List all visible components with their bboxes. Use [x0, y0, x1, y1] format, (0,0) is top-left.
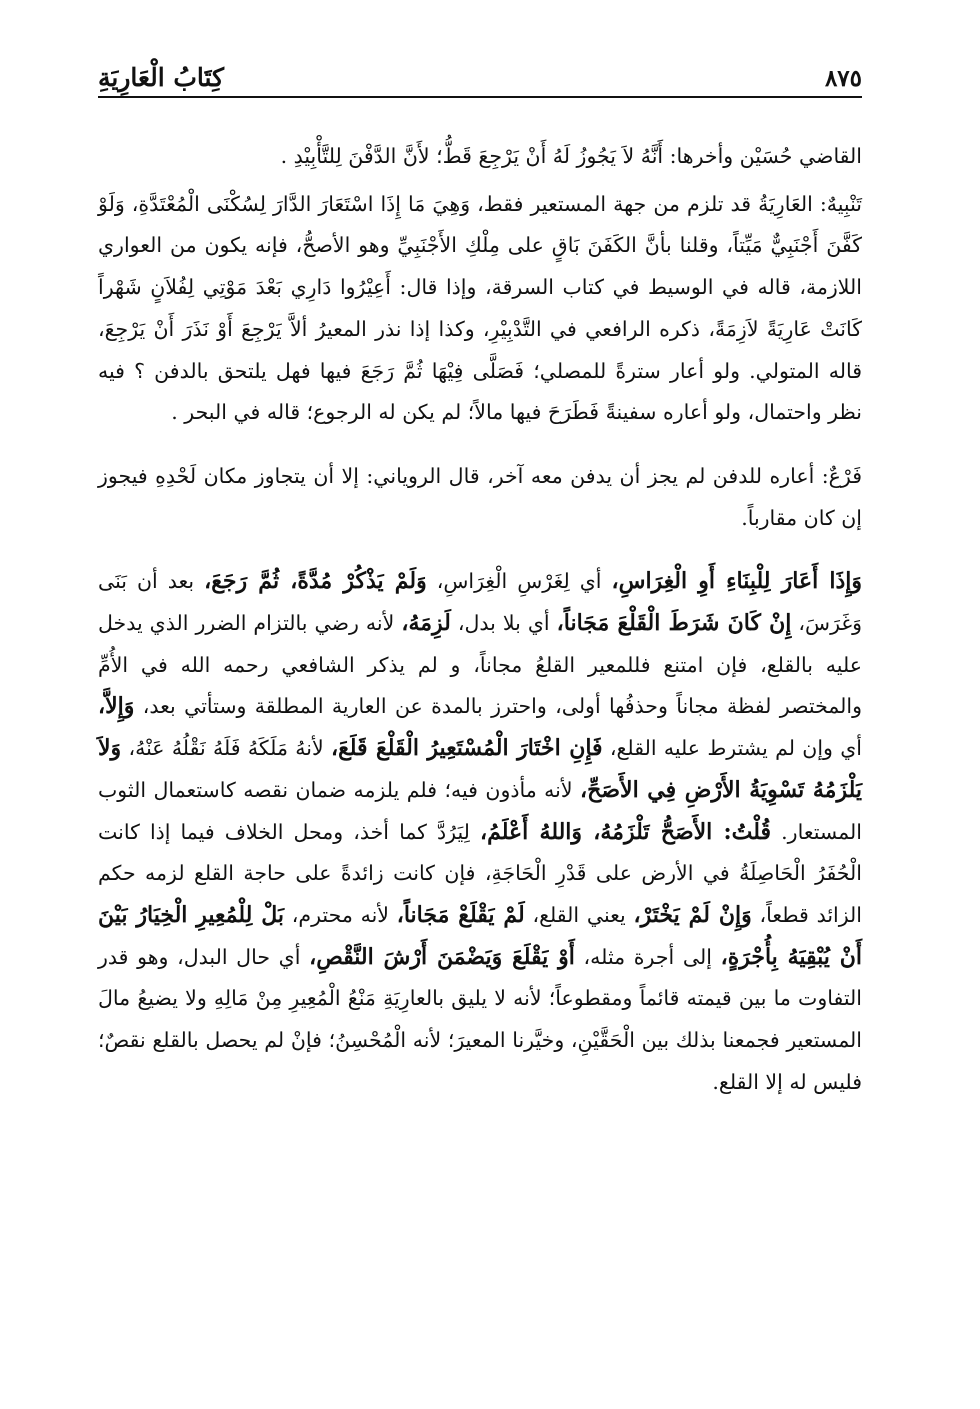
matn-segment: وَإِذَا أَعَارَ لِلْبِنَاءِ أَوِ الْغِرَاسِ، — [611, 568, 862, 595]
text-segment: القاضي حُسَيْن وأخرها: أَنَّهُ لاَ يَجُوزُ لَهُ أَنْ يَرْجِعَ قَطُّ؛ لأَنَّ الدَّفْنَ لِلتَّأْبِيْدِ . — [280, 144, 862, 168]
matn-segment: وَلَمْ يَذْكُرْ مُدَّةً، ثُمَّ رَجَعَ، — [204, 568, 427, 595]
sharh-segment: يعني القلع، — [524, 902, 634, 927]
paragraph-main-text — [98, 561, 862, 1103]
paragraph-text — [98, 561, 862, 1103]
matn-segment: بَلْ لِلْمُعِيرِ الْخِيَارُ بَيْنَ أَنْ يُبْقِيَهُ بِأُجْرَةٍ، — [98, 901, 863, 970]
page-header — [98, 52, 862, 98]
paragraph-continuation — [98, 136, 862, 178]
matn-segment: قُلْتُ: الأَصَحُّ تَلْزَمُهُ، وَاللهُ أَعْلَمُ، — [480, 818, 772, 845]
sharh-segment: إلى أجرة مثله، — [574, 944, 721, 969]
paragraph-text — [98, 184, 862, 434]
text-segment: تَنْبِيهٌ: العَارِيَةُ قد تلزم من جهة المستعير فقط، وَهِيَ مَا إِذَا اسْتَعَارَ الدَّارَ لِسُكْنَى الْمُعْتَدَّةِ، وَلَوْ كَفَّنَ أَجْنَبِيٌّ مَيِّتاً، وقلنا بأنَّ الكَفَنَ بَاقٍ على مِلْكِ الأَجْنَبِيِّ وهو الأصحُّ، فإنه يكون من العواري اللازمة، قاله في الوسيط في كتاب السرقة، وإذا قال: أَعِيْرُوا دَارِي بَعْدَ مَوْتِي لِفُلاَنٍ شَهْراً كَانَتْ عَارِيَةً لاَزِمَةً، ذكره الرافعي في التَّدْبِيْرِ، وكذا إذا نذر المعيرُ ألاَّ يَرْجِعَ أَوْ نَذَرَ أَنْ يَرْجِعَ، قاله المتولي. ولو أعار سترةً للمصلي؛ فَصَلَّى فِيْهَا ثُمَّ رَجَعَ فيها فهل يلتحق بالدفن ؟ فيه نظر واحتمال، ولو أعاره سفينةً فَطَرَحَ فيها مالاً؛ لم يكن له الرجوع؛ قاله في البحر . — [98, 191, 862, 425]
page-number: ٨٧٥ — [824, 65, 862, 92]
paragraph-tanbih — [98, 184, 862, 434]
sharh-segment: أي بلا بدل، — [450, 611, 557, 636]
matn-segment: وَلاَ يَلْزَمُهُ تَسْوِيَةُ الأَرْضِ فِي الأَصَحِّ، — [98, 735, 863, 803]
matn-segment: لَزِمَهُ، — [401, 610, 451, 637]
sharh-segment: أي حال البدل، وهو قدر التفاوت ما بين قيمته قائماً ومقطوعاً؛ لأنه لا يليق بالعارِيَةِ مَنْعُ الْمُعِيرِ مِنْ مَالِهِ ولا يضيعُ مالَ المستعير فجمعنا بذلك بين الْحَقَّيْنِ، وخيَّرنا المعيرَ؛ لأنه الْمُحْسِنُ؛ فإنْ لم يحصل بالقلع نقصٌ؛ فليس له إلا القلع. — [98, 944, 862, 1094]
sharh-segment: أي وإن لم يشترط عليه القلع، — [602, 736, 862, 761]
matn-segment: إِنْ كَانَ شَرَطَ الْقَلْعَ مَجَاناً، — [556, 610, 792, 637]
matn-segment: وَإِلاَّ، — [98, 693, 135, 720]
sharh-segment: لأنه رضي بالتزام الضرر الذي يدخل عليه بالقلع، فإن امتنع فللمعير القلعُ مجاناً، و لم يذكر الشافعي رحمه الله في الأُمِّ والمختصر لفظة مجاناً وحذفُها أولى، واحترز بالمدة عن العارية المطلقة وستأتي بعد، — [98, 611, 862, 719]
book-title: كِتَابُ الْعَارِيَةِ — [98, 63, 224, 92]
sharh-segment: لِيَرُدَّ كما أخذ، ومحل الخلاف فيما إذا كانت الْحُفَرُ الْحَاصِلَةُ في الأرض على قَدْرِ الْحَاجَةِ، فإن كانت زائدةً على حاجة القلع لزمه حكم الزائد قطعاً، — [98, 819, 863, 927]
matn-segment: لَمْ يَقْلَعْ مَجَاناً، — [396, 901, 525, 928]
sharh-segment: لأنه مأذون فيه؛ فلم يلزمه ضمان نقصه كاستعمال الثوب المستعار. — [98, 777, 862, 844]
text-segment: فَرْعٌ: أعاره للدفن لم يجز أن يدفن معه آخر، قال الروياني: إلا أن يتجاوز مكان لَحْدِهِ فيجوز إن كان مقارباً. — [98, 463, 862, 530]
paragraph-text — [98, 136, 862, 178]
sharh-segment: أي لِغَرْسِ الْغِرَاسِ، — [426, 569, 612, 594]
sharh-segment: بعد أن بَنَى وَغَرَسَ، — [98, 569, 863, 636]
matn-segment: فَإِنِ اخْتَارَ الْمُسْتَعِيرُ الْقَلْعَ قَلَعَ، — [330, 735, 603, 762]
paragraph-text — [98, 456, 862, 539]
matn-segment: أَوْ يَقْلَعَ وَيَضْمَنَ أَرْشَ النَّقْصِ، — [309, 943, 575, 970]
matn-segment: وَإِنْ لَمْ يَخْتَرْ، — [633, 901, 752, 928]
sharh-segment: لأنهُ مَلَكَهُ فَلَهُ نَقْلُهُ عَنْهُ، — [121, 736, 331, 761]
paragraph-far — [98, 456, 862, 539]
sharh-segment: لأنه محترم، — [284, 902, 397, 927]
